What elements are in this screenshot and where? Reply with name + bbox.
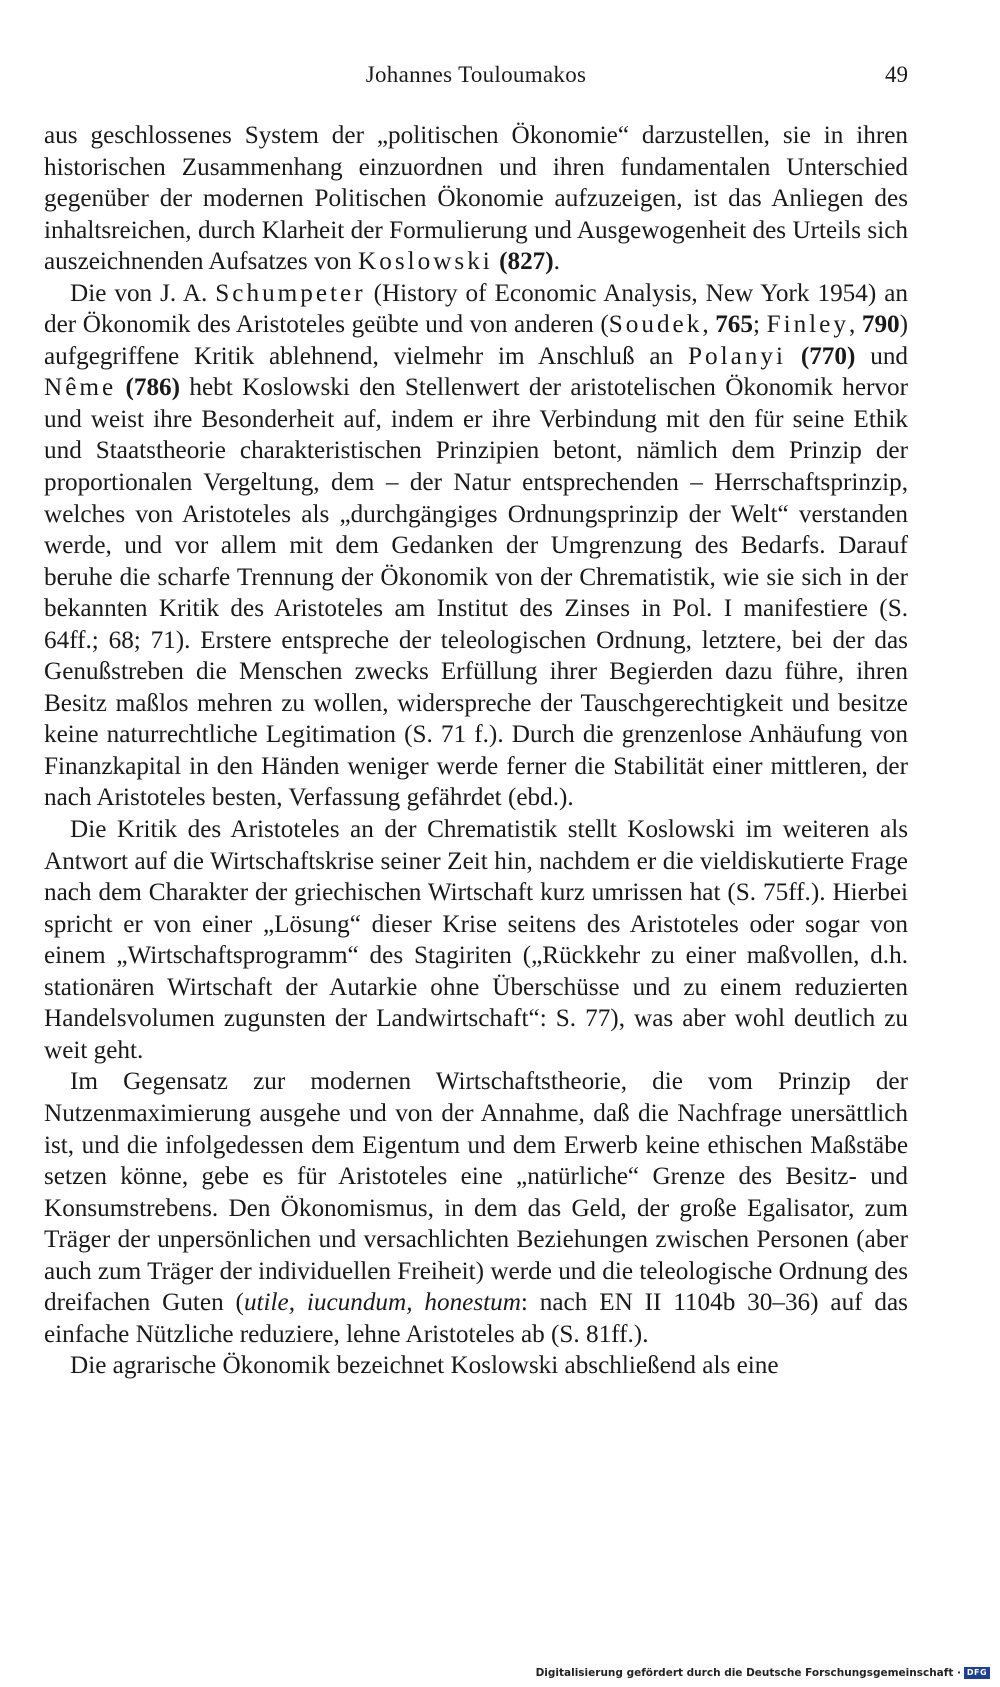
paragraph-1: aus geschlossenes System der „politischen Ökonomie“ darzustellen, sie in ihren historischen Zusammenhang einzuordnen und ihren fundamentalen Unterschied gegenüber der modernen Politischen Ökonomie aufzuzeigen, ist das Anliegen des inhaltsreichen, durch Klarheit der Formulierung und Ausgewogenheit des Urteils sich auszeichnenden Aufsatzes von Koslowski (827). [44,122,908,276]
reference-number: (827) [499,248,554,276]
reference-number: (770) [800,342,856,370]
paragraph-4: Im Gegensatz zur modernen Wirtschaftstheorie, die vom Prinzip der Nutzenmaximierung ausgehe und von der Annahme, daß die Nachfrage unersättlich ist, und die infolgedessen dem Eigentum und dem Erwerb keine ethischen Maßstäbe setzen könne, gebe es für Aristoteles eine „natürliche“ Grenze des Besitz- und Konsumstrebens. Den Ökonomismus, in dem das Geld, der große Egalisator, zum Träger der unpersönlichen und versachlichten Beziehungen zwischen Personen (aber auch zum Träger der individuellen Freiheit) werde und die teleologische Ordnung des dreifachen Guten (utile, iucundum, honestum: nach EN II 1104b 30–36) auf das einfache Nützliche reduziere, lehne Aristoteles ab (S. 81ff.). [44,1068,908,1348]
paragraph-2: Die von J. A. Schumpeter (History of Economic Analysis, New York 1954) an der Ökonomik des Aristoteles geübte und von anderen (Soudek, 765; Finley, 790) aufgegriffene Kritik ablehnend, vielmehr im Anschluß an Polanyi (770) und Nême (786) hebt Koslowski den Stellenwert der aristotelischen Ökonomik hervor und weist ihre Besonderheit auf, indem er ihre Verbindung mit den für seine Ethik und Staatstheorie charakteristischen Prinzipien betont, nämlich dem Prinzip der proportionalen Vergeltung, dem – der Natur entsprechenden – Herrschaftsprinzip, welches von Aristoteles als „durchgängiges Ordnungsprinzip der Welt“ verstanden werde, und vor allem mit dem Gedanken der Umgrenzung des Bedarfs. Darauf beruhe die scharfe Trennung der Ökonomik von der Chrematistik, wie sie sich in der bekannten Kritik des Aristoteles am Institut des Zinses in Pol. I manifestiere (S. 64ff.; 68; 71). Erstere entspreche der teleologischen Ordnung, letztere, bei der das Genußstreben die Menschen zwecks Erfüllung ihrer Begierden dazu führe, ihren Besitz maßlos mehren zu wollen, widerspreche der Tauschgerechtigkeit und besitze keine naturrechtliche Legitimation (S. 71 f.). Durch die grenzenlose Anhäufung von Finanzkapital in den Händen weniger werde ferner die Stabilität einer mittleren, der nach Aristoteles besten, Verfassung gefährdet (ebd.). [44,279,909,812]
running-head: Johannes Touloumakos [365,62,587,87]
reference-number: (786) [125,374,181,402]
digitization-credit [536,1665,990,1681]
reference-number: 765 [715,311,753,339]
paragraph-3: Die Kritik des Aristoteles an der Chrematistik stellt Koslowski im weiteren als Antwort auf die Wirtschaftskrise seiner Zeit hin, nachdem er die vieldiskutierte Frage nach dem Charakter der griechischen Wirtschaft kurz umrissen hat (S. 75ff.). Hierbei spricht er von einer „Lösung“ dieser Krise seitens des Aristoteles oder sogar von einem „Wirtschaftsprogramm“ des Stagiriten („Rückkehr zu einer maßvollen, d.h. stationären Wirtschaft der Autarkie ohne Überschüsse und zu einem reduzierten Handelsvolumen zugunsten der Landwirtschaft“: S. 77), was aber wohl deutlich zu weit geht. [44,816,908,1064]
paragraph-5: Die agrarische Ökonomik bezeichnet Koslowski abschließend als eine [70,1352,779,1380]
author-name: Koslowski [358,248,493,276]
body-text [44,120,908,1382]
latin-terms: utile, iucundum, honestum [243,1289,521,1317]
page-header [44,62,908,102]
author-name: Schumpeter [215,279,366,307]
author-name: Polanyi [688,342,786,370]
reference-number: 790 [861,311,900,339]
author-name: Nême [44,374,117,402]
page-number: 49 [885,62,908,87]
dfg-logo-icon: DFG [964,1667,990,1679]
author-name: Soudek [608,311,703,339]
credit-text: Digitalisierung gefördert durch die Deutsche Forschungsgemeinschaft · [535,1667,961,1679]
author-name: Finley [766,311,849,339]
